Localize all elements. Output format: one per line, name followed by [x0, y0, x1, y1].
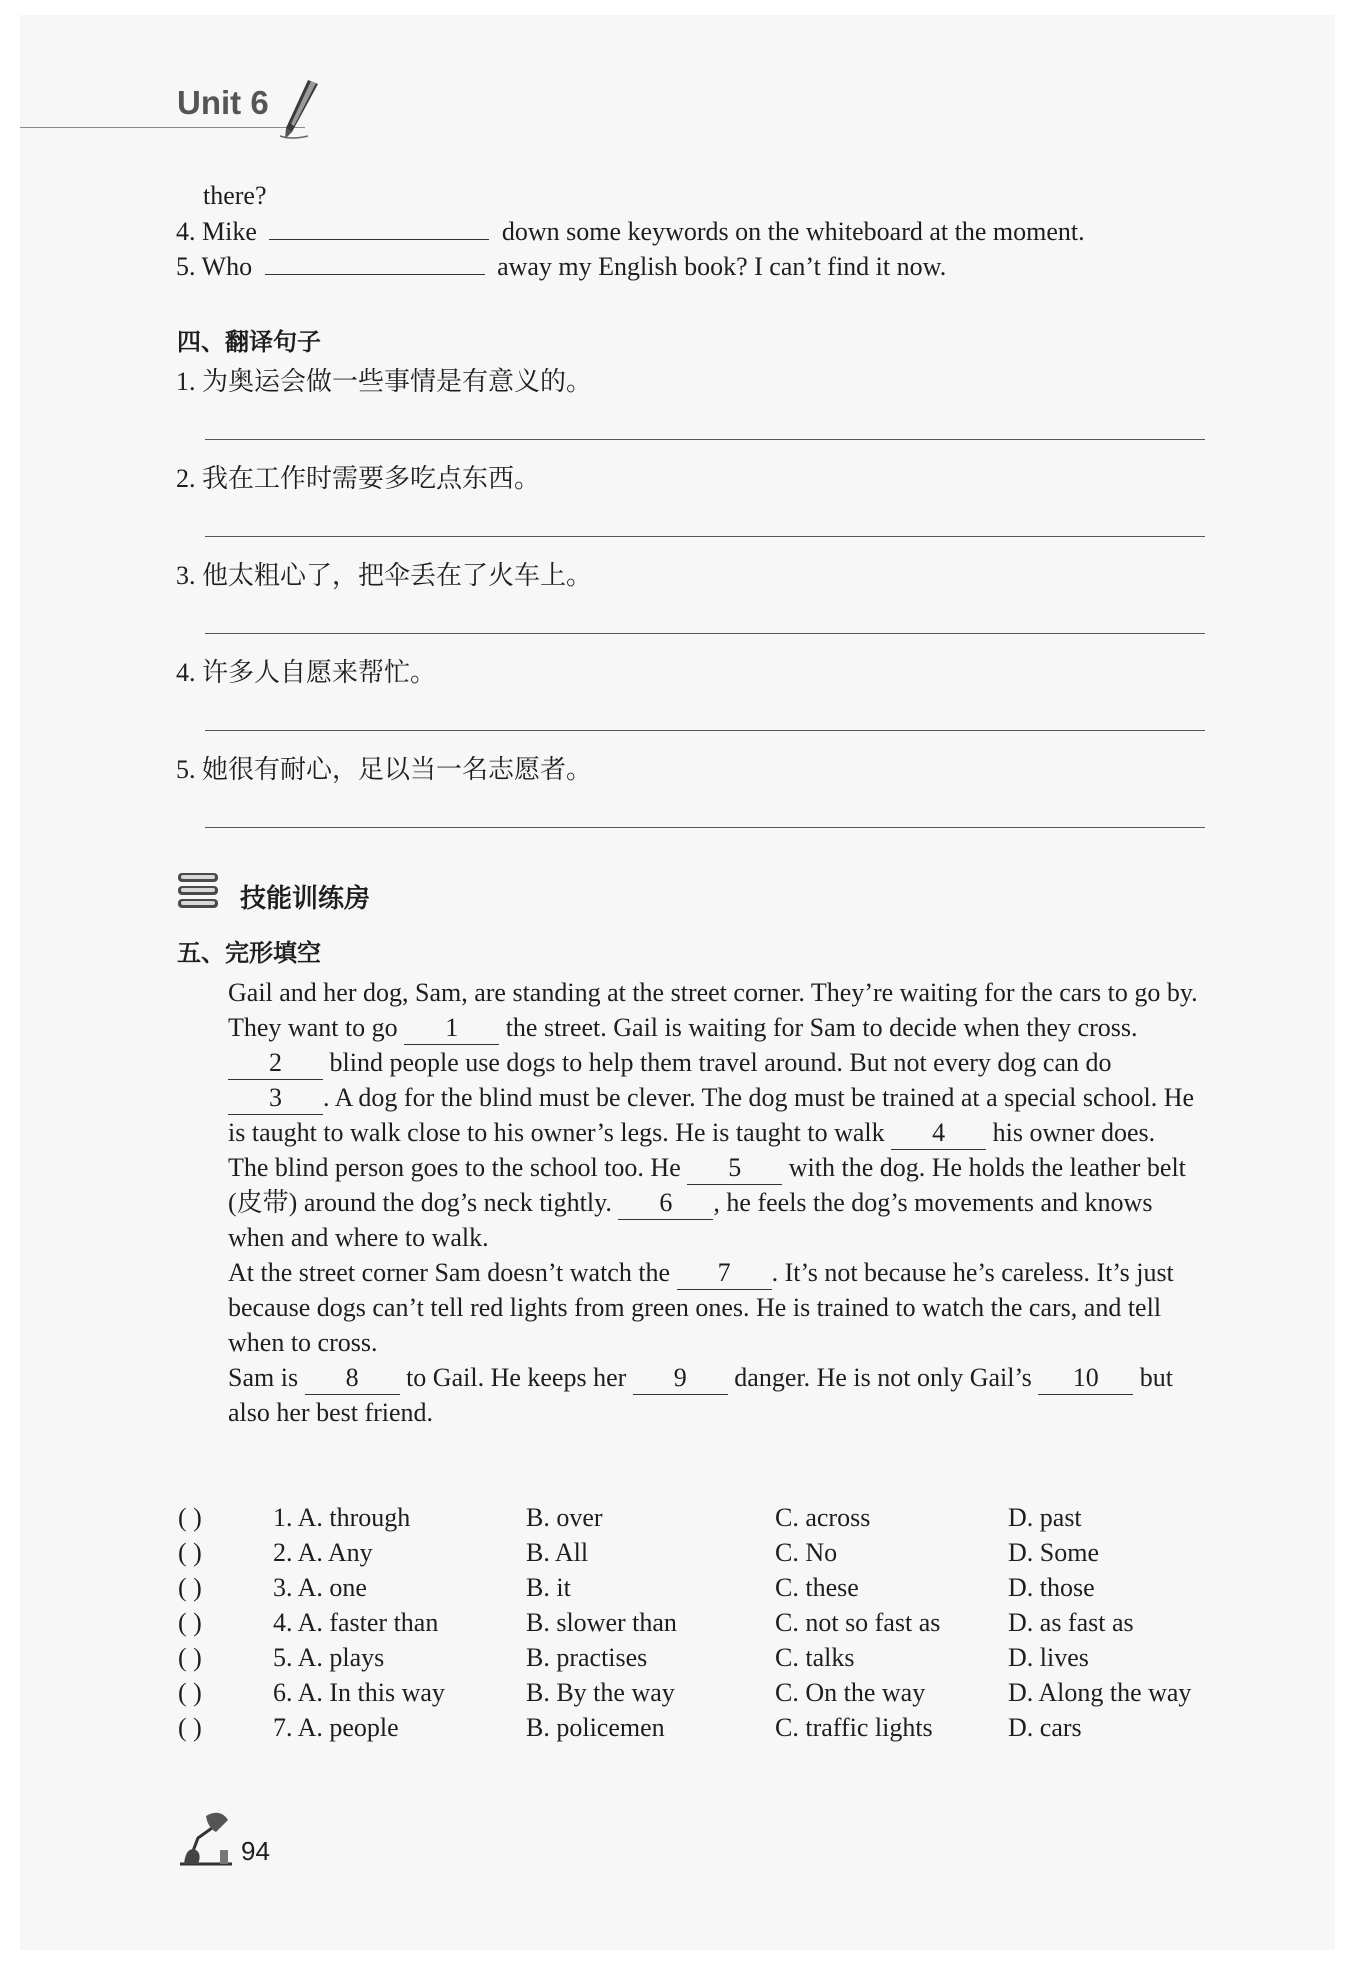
- cloze-passage: [178, 975, 1208, 1430]
- option-b: B. By the way: [526, 1678, 675, 1707]
- page-number: 94: [241, 1836, 270, 1866]
- answer-paren[interactable]: ( ): [178, 1538, 202, 1567]
- answer-line-4[interactable]: [205, 730, 1205, 731]
- item-text: away my English book? I can’t find it now.: [497, 252, 947, 281]
- option-a: 5. A. plays: [273, 1643, 385, 1672]
- option-b: B. All: [526, 1538, 589, 1567]
- option-c: C. across: [775, 1503, 871, 1532]
- skills-banner-title: 技能训练房: [240, 884, 371, 914]
- option-c: C. not so fast as: [775, 1608, 941, 1637]
- passage-text: blind people use dogs to help them travel around. But not every dog can do: [329, 1048, 1112, 1077]
- cloze-blank-5[interactable]: 5: [687, 1152, 782, 1185]
- cloze-blank-1[interactable]: 1: [404, 1012, 499, 1045]
- passage-text: The blind person goes to the school too. He: [228, 1153, 681, 1182]
- option-b: B. policemen: [526, 1713, 665, 1742]
- passage-text: to Gail. He keeps her: [406, 1363, 627, 1392]
- paragraph-5: [178, 1360, 1208, 1430]
- option-b: B. it: [526, 1573, 571, 1602]
- answer-paren[interactable]: ( ): [178, 1608, 202, 1637]
- desk-lamp-icon: [176, 1806, 236, 1868]
- header-rule: [20, 127, 305, 128]
- option-c: C. No: [775, 1538, 838, 1567]
- passage-text: . It’s not because he’s careless. It’s just because dogs can’t tell red lights from green ones. He is trained to watch the cars, and tell when to cross.: [228, 1258, 1174, 1357]
- cloze-blank-9[interactable]: 9: [633, 1362, 728, 1395]
- passage-text: . A dog for the blind must be clever. The dog must be trained at a special school. He is taught to walk close to his owner’s legs. He is taught to walk: [228, 1083, 1195, 1147]
- option-d: D. past: [1008, 1503, 1082, 1532]
- section-4-title: 四、翻译句子: [177, 328, 321, 356]
- translate-item-1: 1. 为奥运会做一些事情是有意义的。: [176, 367, 593, 396]
- option-a: 2. A. Any: [273, 1538, 373, 1567]
- paragraph-4: [178, 1255, 1208, 1360]
- option-d: D. Along the way: [1008, 1678, 1192, 1707]
- option-d: D. lives: [1008, 1643, 1089, 1672]
- option-c: C. these: [775, 1573, 859, 1602]
- answer-paren[interactable]: ( ): [178, 1503, 202, 1532]
- option-a: 1. A. through: [273, 1503, 411, 1532]
- passage-text: the street. Gail is waiting for Sam to decide when they cross.: [505, 1013, 1138, 1042]
- option-c: C. traffic lights: [775, 1713, 933, 1742]
- book-stack-icon: [176, 871, 220, 911]
- option-a: 3. A. one: [273, 1573, 367, 1602]
- item-text: down some keywords on the whiteboard at the moment.: [501, 217, 1085, 246]
- cloze-blank-8[interactable]: 8: [305, 1362, 400, 1395]
- fill-item-4: [176, 213, 1085, 249]
- cloze-blank-10[interactable]: 10: [1038, 1362, 1133, 1395]
- passage-text: danger. He is not only Gail’s: [734, 1363, 1032, 1392]
- option-a: 4. A. faster than: [273, 1608, 439, 1637]
- passage-text: At the street corner Sam doesn’t watch the: [228, 1258, 671, 1287]
- answer-blank[interactable]: [269, 213, 489, 240]
- paragraph-1: [178, 975, 1208, 1045]
- passage-text: , he feels the dog’s movements and knows when and where to walk.: [228, 1188, 1153, 1252]
- translate-item-4: 4. 许多人自愿来帮忙。: [176, 658, 437, 687]
- passage-text: with the dog. He holds the leather belt (皮带) around the dog’s neck tightly.: [228, 1153, 1186, 1217]
- paragraph-2: [178, 1045, 1208, 1150]
- pen-icon: [278, 76, 324, 142]
- answer-paren[interactable]: ( ): [178, 1678, 202, 1707]
- answer-line-1[interactable]: [205, 439, 1205, 440]
- option-b: B. over: [526, 1503, 603, 1532]
- option-d: D. Some: [1008, 1538, 1099, 1567]
- option-d: D. as fast as: [1008, 1608, 1134, 1637]
- answer-paren[interactable]: ( ): [178, 1713, 202, 1742]
- option-c: C. talks: [775, 1643, 855, 1672]
- fill-item-5: [176, 248, 946, 284]
- section-5-title: 五、完形填空: [177, 939, 321, 967]
- passage-text: Gail and her dog, Sam, are standing at the street corner. They’re waiting for the cars to go by. They want to go: [228, 978, 1198, 1042]
- cloze-blank-7[interactable]: 7: [677, 1257, 772, 1290]
- passage-text: his owner does.: [992, 1118, 1156, 1147]
- option-a: 7. A. people: [273, 1713, 399, 1742]
- cloze-blank-2[interactable]: 2: [228, 1047, 323, 1080]
- answer-line-2[interactable]: [205, 536, 1205, 537]
- option-a: 6. A. In this way: [273, 1678, 445, 1707]
- continued-text: there?: [203, 181, 267, 210]
- item-subject: Mike: [202, 217, 257, 246]
- option-d: D. cars: [1008, 1713, 1082, 1742]
- cloze-blank-6[interactable]: 6: [618, 1187, 713, 1220]
- translate-item-3: 3. 他太粗心了，把伞丢在了火车上。: [176, 561, 593, 590]
- answer-line-3[interactable]: [205, 633, 1205, 634]
- item-number: 5.: [176, 252, 196, 281]
- answer-paren[interactable]: ( ): [178, 1643, 202, 1672]
- option-c: C. On the way: [775, 1678, 926, 1707]
- option-b: B. slower than: [526, 1608, 677, 1637]
- item-subject: Who: [201, 252, 253, 281]
- translate-item-2: 2. 我在工作时需要多吃点东西。: [176, 464, 541, 493]
- paragraph-3: [178, 1150, 1208, 1255]
- answer-blank[interactable]: [265, 248, 485, 275]
- cloze-blank-4[interactable]: 4: [891, 1117, 986, 1150]
- option-b: B. practises: [526, 1643, 648, 1672]
- answer-line-5[interactable]: [205, 827, 1205, 828]
- passage-text: Sam is: [228, 1363, 299, 1392]
- cloze-blank-3[interactable]: 3: [228, 1082, 323, 1115]
- unit-title: Unit 6: [177, 84, 269, 121]
- option-d: D. those: [1008, 1573, 1095, 1602]
- passage-text: but also her best friend.: [228, 1363, 1174, 1427]
- item-number: 4.: [176, 217, 196, 246]
- answer-paren[interactable]: ( ): [178, 1573, 202, 1602]
- translate-item-5: 5. 她很有耐心，足以当一名志愿者。: [176, 755, 593, 784]
